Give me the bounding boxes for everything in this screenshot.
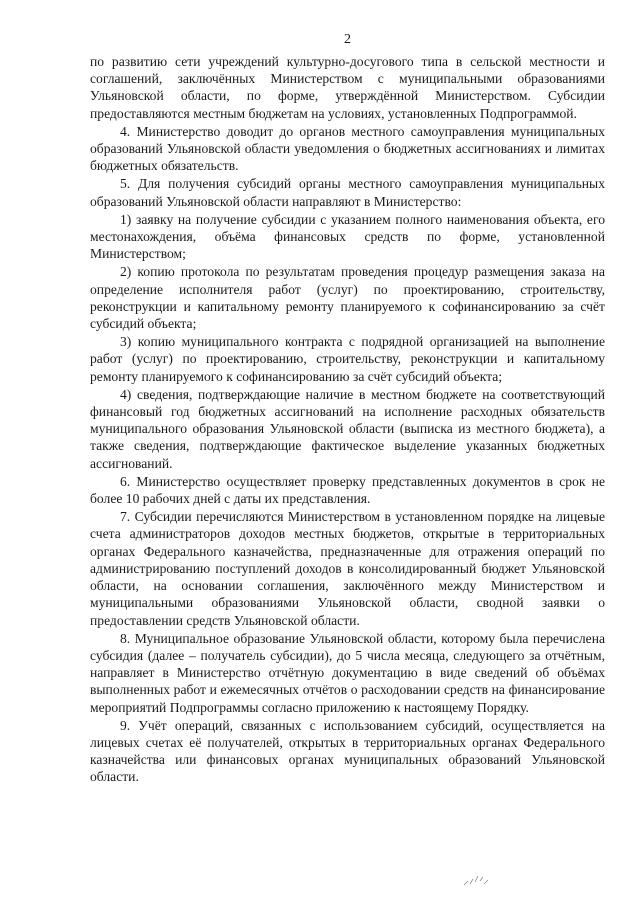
paragraph-6: 6. Министерство осуществляет проверку представленных документов в срок не более 10 рабочих дней с даты их представления.	[90, 473, 605, 507]
paragraph-4: 4. Министерство доводит до органов местного самоуправления муниципальных образований Ульяновской области уведомления о бюджетных ассигнованиях и лимитах бюджетных обязательств.	[90, 123, 605, 174]
paragraph-9: 9. Учёт операций, связанных с использованием субсидий, осуществляется на лицевых счетах её получателей, открытых в территориальных органах Федерального казначейства или финансовых органах муниципальных образований Ульяновской области.	[90, 717, 605, 785]
paragraph-5-item-4: 4) сведения, подтверждающие наличие в местном бюджете на соответствующий финансовый год бюджетных ассигнований на исполнение расходных обязательств муниципального образования Ульяновской области (выписка из местного бюджета), а также сведения, подтверждающие фактическое выделение указанных бюджетных ассигнований.	[90, 386, 605, 471]
paragraph-5-item-1: 1) заявку на получение субсидии с указанием полного наименования объекта, его местонахождения, объёма финансовых средств по форме, установленной Министерством;	[90, 211, 605, 262]
paragraph-8: 8. Муниципальное образование Ульяновской области, которому была перечислена субсидия (далее – получатель субсидии), до 5 числа месяца, следующего за отчётным, направляет в Министерство отчётную документацию в виде сведений об объёмах выполненных работ и ежемесячных отчётов о расходовании средств на финансирование мероприятий Подпрограммы согласно приложению к настоящему Порядку.	[90, 630, 605, 715]
paragraph-7: 7. Субсидии перечисляются Министерством в установленном порядке на лицевые счета администраторов доходов местных бюджетов, открытые в территориальных органах Федерального казначейства, предназначенные для отражения операций по администрированию поступлений доходов в консолидированный бюджет Ульяновской области, на основании соглашения, заключённого между Министерством и муниципальными образованиями Ульяновской области, сводной заявки о предоставлении средств Ульяновской области.	[90, 509, 605, 628]
page-number: 2	[344, 32, 351, 47]
paragraph-continuation: по развитию сети учреждений культурно-досугового типа в сельской местности и соглашений, заключённых Министерством с муниципальными образованиями Ульяновской области, по форме, утверждённой Министерством. Субсидии предоставляются местным бюджетам на условиях, установленных Подпрограммой.	[90, 54, 605, 121]
scan-mark-icon	[462, 872, 490, 888]
paragraph-5-item-2: 2) копию протокола по результатам проведения процедур размещения заказа на определение исполнителя работ (услуг) по проектированию, строительству, реконструкции и капитальному ремонту планируемого к софинансированию за счёт субсидий объекта;	[90, 264, 605, 332]
document-page	[90, 30, 605, 786]
paragraph-5: 5. Для получения субсидий органы местного самоуправления муниципальных образований Ульяновской области направляют в Министерство:	[90, 176, 605, 209]
paragraph-5-item-3: 3) копию муниципального контракта с подрядной организацией на выполнение работ (услуг) по проектированию, строительству, реконструкции и капитальному ремонту планируемого к софинансированию за счёт субсидий объекта;	[90, 334, 605, 384]
